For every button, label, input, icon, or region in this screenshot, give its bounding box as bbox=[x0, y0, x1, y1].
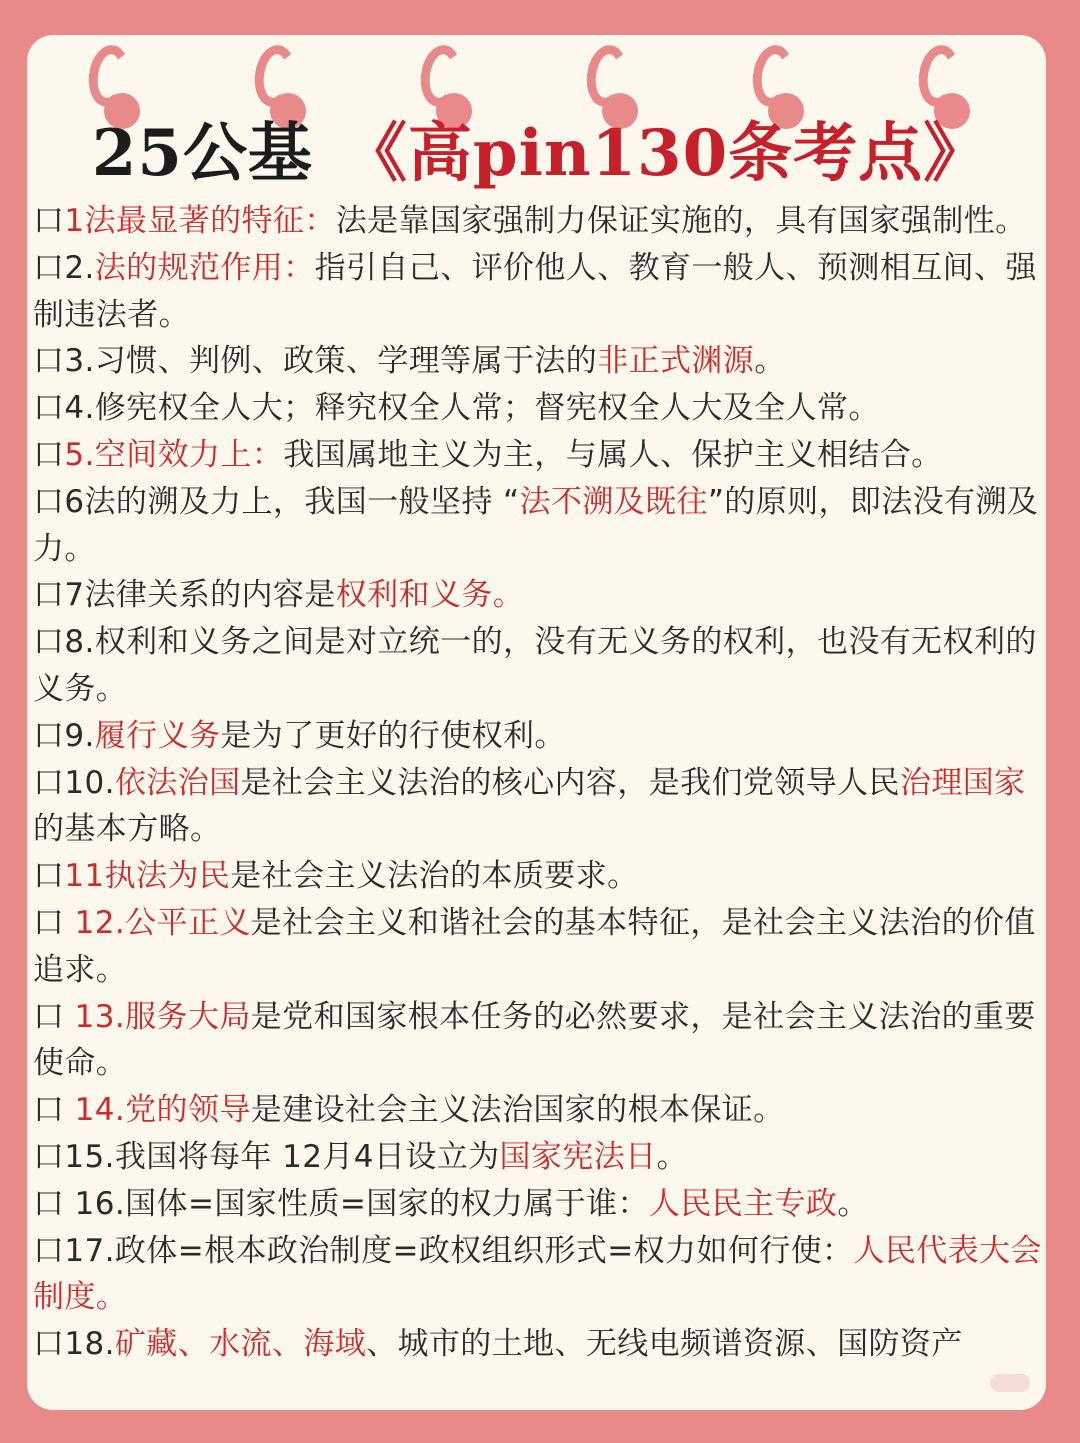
item-text: 口6法的溯及力上，我国一般坚持 “ bbox=[33, 483, 520, 520]
item-text: 、城市的土地、无线电频谱资源、国防资产 bbox=[366, 1326, 963, 1363]
checklist-item bbox=[33, 385, 1043, 432]
item-text: 口17.政体=根本政治制度=政权组织形式=权力如何行使： bbox=[33, 1232, 854, 1269]
item-text: 口 bbox=[33, 203, 65, 239]
checklist-item bbox=[33, 1087, 1043, 1134]
page-title bbox=[0, 108, 1080, 200]
title-prefix: 25公基 bbox=[91, 116, 313, 191]
item-text: 口10. bbox=[33, 764, 115, 801]
item-text: 口8.权利和义务之间是对立统一的，没有无义务的权利，也没有无权利的义务。 bbox=[33, 624, 1037, 707]
checklist bbox=[33, 198, 1043, 1368]
item-text: 口2. bbox=[33, 249, 95, 286]
checklist-item bbox=[33, 900, 1043, 994]
highlight-text: 1法最显著的特征： bbox=[64, 203, 336, 239]
checklist-item bbox=[33, 1228, 1043, 1322]
highlight-text: 依法治国 bbox=[114, 764, 241, 801]
checklist-item bbox=[33, 479, 1043, 573]
item-text: 。 bbox=[656, 1138, 688, 1175]
checklist-item bbox=[33, 432, 1043, 479]
checklist-item bbox=[33, 1321, 1043, 1368]
item-text: ”的原则，即法没有溯及力。 bbox=[33, 483, 1039, 567]
item-text: 口7法律关系的内容是 bbox=[33, 577, 336, 614]
item-text: 口18. bbox=[33, 1326, 115, 1363]
checklist-item bbox=[33, 572, 1043, 619]
item-text: 是社会主义法治的核心内容，是我们党领导人民 bbox=[240, 764, 900, 801]
watermark-badge bbox=[990, 1374, 1030, 1392]
highlight-text: 人民民主专政 bbox=[648, 1185, 838, 1222]
highlight-text: 12.公平正义 bbox=[74, 904, 251, 941]
item-text: 口3.习惯、判例、政策、学理等属于法的 bbox=[33, 343, 598, 380]
item-text: 。 bbox=[837, 1185, 869, 1222]
item-text: 我国属地主义为主，与属人、保护主义相结合。 bbox=[283, 436, 943, 473]
item-text: 指引自己、评价他人、教育一般人、预测相互间、强制违法者。 bbox=[33, 249, 1037, 333]
item-text: 口 bbox=[33, 858, 65, 895]
item-text: 是社会主义法治的本质要求。 bbox=[230, 858, 639, 895]
highlight-text: 人民代表大会制度。 bbox=[33, 1232, 1042, 1316]
item-text: 是党和国家根本任务的必然要求，是社会主义法治的重要使命。 bbox=[33, 998, 1036, 1082]
checklist-item bbox=[33, 338, 1043, 385]
item-text: 法是靠国家强制力保证实施的，具有国家强制性。 bbox=[335, 203, 1027, 239]
checklist-item bbox=[33, 1181, 1043, 1228]
title-highlight: 《高pin130条考点》 bbox=[342, 116, 989, 191]
item-text: 。 bbox=[754, 343, 786, 380]
highlight-text: 权利和义务。 bbox=[335, 577, 525, 614]
item-text: 是为了更好的行使权利。 bbox=[220, 717, 566, 754]
highlight-text: 治理国家 bbox=[899, 764, 1026, 801]
checklist-item bbox=[33, 619, 1043, 713]
checklist-item bbox=[33, 245, 1043, 339]
highlight-text: 13.服务大局 bbox=[74, 998, 251, 1035]
checklist-item bbox=[33, 713, 1043, 760]
highlight-text: 14.党的领导 bbox=[74, 1092, 251, 1129]
highlight-text: 5.空间效力上： bbox=[64, 436, 284, 473]
checklist-item bbox=[33, 760, 1043, 854]
item-text: 口 bbox=[33, 436, 65, 473]
highlight-text: 矿藏、水流、海域 bbox=[114, 1326, 367, 1363]
highlight-text: 履行义务 bbox=[94, 717, 221, 754]
item-text: 是社会主义和谐社会的基本特征，是社会主义法治的价值追求。 bbox=[33, 904, 1036, 988]
highlight-text: 非正式渊源 bbox=[597, 343, 755, 380]
checklist-item bbox=[33, 198, 1043, 245]
item-text: 口 bbox=[33, 904, 75, 941]
item-text: 口15.我国将每年 12月4日设立为 bbox=[33, 1138, 500, 1175]
checklist-item bbox=[33, 994, 1043, 1088]
highlight-text: 11执法为民 bbox=[64, 858, 231, 895]
item-text: 口9. bbox=[33, 717, 95, 754]
highlight-text: 法不溯及既往 bbox=[519, 483, 708, 520]
checklist-item bbox=[33, 853, 1043, 900]
highlight-text: 法的规范作用： bbox=[94, 249, 315, 286]
item-text: 口 16.国体=国家性质=国家的权力属于谁： bbox=[33, 1185, 649, 1222]
highlight-text: 国家宪法日 bbox=[499, 1138, 657, 1175]
item-text: 口 bbox=[33, 1092, 75, 1129]
item-text: 是建设社会主义法治国家的根本保证。 bbox=[250, 1092, 785, 1129]
checklist-item bbox=[33, 1134, 1043, 1181]
item-text: 口4.修宪权全人大；释究权全人常；督宪权全人大及全人常。 bbox=[33, 390, 880, 427]
item-text: 口 bbox=[33, 998, 75, 1035]
item-text: 的基本方略。 bbox=[33, 811, 222, 848]
